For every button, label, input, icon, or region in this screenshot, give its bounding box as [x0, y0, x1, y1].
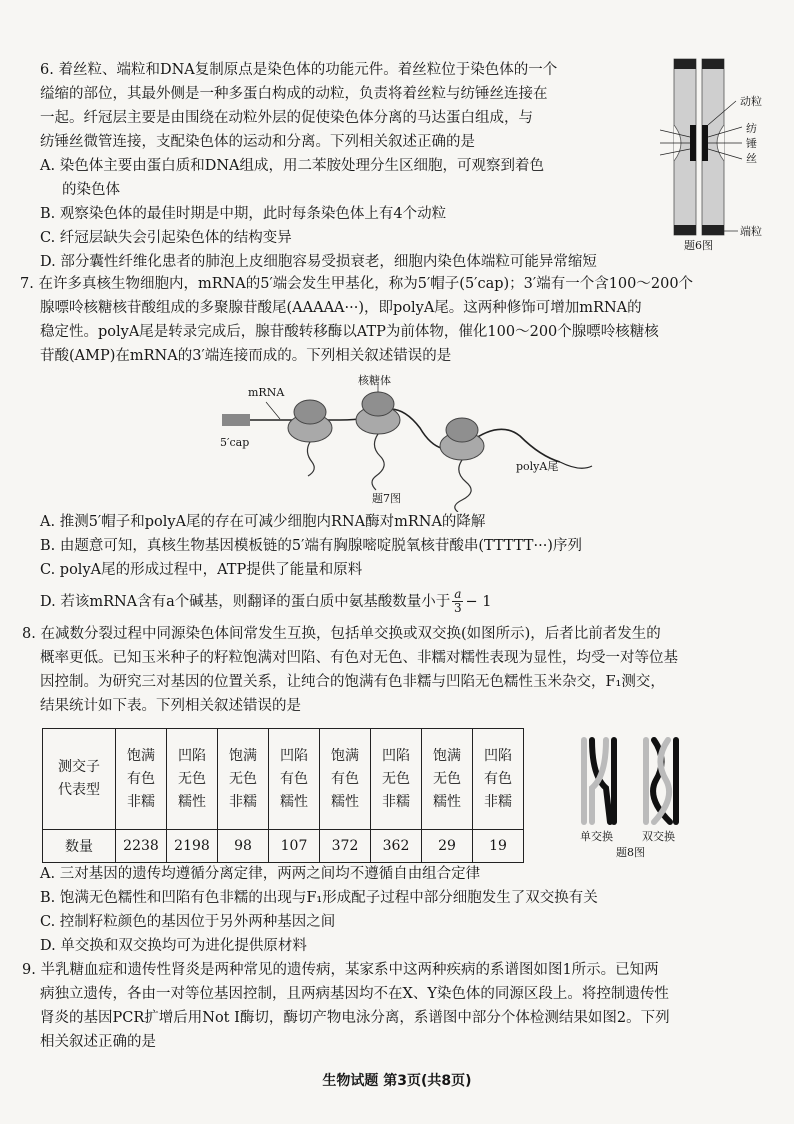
label-spindle: 纺锤丝	[746, 122, 757, 165]
label-5cap: 5′cap	[220, 436, 250, 449]
q7-stem-line: 苷酸(AMP)在mRNA的3′端连接而成的。下列相关叙述错误的是	[40, 348, 452, 364]
q7-option-d-suffix: − 1	[465, 593, 492, 610]
question-6	[40, 58, 640, 274]
phenotype-cell: 凹陷 有色 非糯	[473, 729, 524, 830]
single-crossover	[584, 740, 614, 822]
q7-option-a: A. 推测5′帽子和polyA尾的存在可减少细胞内RNA酶对mRNA的降解	[40, 514, 486, 530]
q8-stem-line: 结果统计如下表。下列相关叙述错误的是	[40, 698, 301, 714]
question-7	[20, 272, 760, 368]
fraction-denominator: 3	[454, 601, 462, 615]
count-cell: 2238	[116, 830, 167, 863]
q8-option-b: B. 饱满无色糯性和凹陷有色非糯的出现与F₁形成配子过程中部分细胞发生了双交换有关	[40, 890, 598, 906]
label-polya: polyA尾	[516, 460, 559, 473]
q9-stem-line: 肾炎的基因PCR扩增后用Not I酶切，酶切产物电泳分离，系谱图中部分个体检测结果如图2。下列	[40, 1010, 670, 1026]
count-cell: 98	[218, 830, 269, 863]
page-footer: 生物试题 第3页(共8页)	[322, 1073, 472, 1089]
phenotype-cell: 饱满 无色 糯性	[422, 729, 473, 830]
figure-6	[660, 55, 780, 255]
count-cell: 372	[320, 830, 371, 863]
q7-stem-line: 7. 在许多真核生物细胞内，mRNA的5′端会发生甲基化，称为5′帽子(5′cap)；3′端有一个含100～200个	[20, 276, 694, 292]
phenotype-cell: 凹陷 无色 糯性	[167, 729, 218, 830]
figure-6-caption: 题6图	[684, 239, 713, 252]
q6-option-b: B. 观察染色体的最佳时期是中期，此时每条染色体上有4个动粒	[40, 206, 447, 222]
q9-stem-line: 9. 半乳糖血症和遗传性肾炎是两种常见的遗传病，某家系中这两种疾病的系谱图如图1所示。已知两	[22, 962, 659, 978]
phenotype-cell: 饱满 有色 非糯	[116, 729, 167, 830]
q6-option-a: A. 染色体主要由蛋白质和DNA组成，用二苯胺处理分生区细胞，可观察到着色	[40, 158, 544, 174]
testcross-results-table	[42, 728, 524, 863]
q9-stem-line: 病独立遗传，各由一对等位基因控制，且两病基因均不在X、Y染色体的同源区段上。将控制遗传性	[40, 986, 669, 1002]
q6-stem-line: 缢缩的部位，其最外侧是一种多蛋白构成的动粒，负责将着丝粒与纺锤丝连接在	[40, 86, 548, 102]
q8-stem-line: 因控制。为研究三对基因的位置关系，让纯合的饱满有色非糯与凹陷无色糯性玉米杂交，F₁测交，	[40, 674, 665, 690]
count-cell: 29	[422, 830, 473, 863]
phenotype-cell: 凹陷 有色 糯性	[269, 729, 320, 830]
q7-stem-line: 稳定性。polyA尾是转录完成后，腺苷酸转移酶以ATP为前体物，催化100～200个腺嘌呤核糖核	[40, 324, 659, 340]
double-crossover	[646, 740, 676, 822]
phenotype-cell: 饱满 有色 糯性	[320, 729, 371, 830]
q6-stem-line: 6. 着丝粒、端粒和DNA复制原点是染色体的功能元件。着丝粒位于染色体的一个	[40, 62, 558, 78]
count-cell: 107	[269, 830, 320, 863]
q8-stem-line: 8. 在减数分裂过程中同源染色体间常发生互换，包括单交换或双交换(如图所示)，后者比前者发生的	[22, 626, 661, 642]
label-double-crossover: 双交换	[642, 830, 675, 843]
q7-option-b: B. 由题意可知，真核生物基因模板链的5′端有胸腺嘧啶脱氧核苷酸串(TTTTT···)序列	[40, 538, 582, 554]
q6-stem-line: 一起。纤冠层主要是由围绕在动粒外层的促使染色体分离的马达蛋白组成，与	[40, 110, 533, 126]
label-single-crossover: 单交换	[580, 830, 613, 843]
q7-option-d	[40, 588, 760, 615]
count-cell: 19	[473, 830, 524, 863]
phenotype-cell: 饱满 无色 非糯	[218, 729, 269, 830]
q6-option-d: D. 部分囊性纤维化患者的肺泡上皮细胞容易受损衰老，细胞内染色体端粒可能异常缩短	[40, 254, 597, 270]
q8-option-a: A. 三对基因的遗传均遵循分离定律，两两之间均不遵循自由组合定律	[40, 866, 481, 882]
q7-option-c: C. polyA尾的形成过程中，ATP提供了能量和原料	[40, 562, 363, 578]
table-header-phenotype: 测交子 代表型	[43, 729, 116, 830]
table-row-count	[43, 830, 524, 863]
q8-option-c: C. 控制籽粒颜色的基因位于另外两种基因之间	[40, 914, 336, 930]
q8-stem-line: 概率更低。已知玉米种子的籽粒饱满对凹陷、有色对无色、非糯对糯性表现为显性，均受一对等位基	[40, 650, 678, 666]
crossover-diagram	[576, 736, 706, 826]
label-telomere: 端粒	[740, 225, 762, 238]
count-cell: 2198	[167, 830, 218, 863]
label-mrna: mRNA	[248, 386, 285, 399]
q6-option-a-cont: 的染色体	[62, 182, 120, 198]
question-8-options	[40, 862, 760, 958]
fraction-numerator: a	[454, 587, 462, 601]
count-cell: 362	[371, 830, 422, 863]
q7-option-d-text: D. 若该mRNA含有a个碱基，则翻译的蛋白质中氨基酸数量小于	[40, 593, 451, 610]
question-8	[22, 622, 762, 718]
label-kinetochore: 动粒	[740, 95, 762, 108]
q7-stem-line: 腺嘌呤核糖核苷酸组成的多聚腺苷酸尾(AAAAA···)，即polyA尾。这两种修饰可增加mRNA的	[40, 300, 642, 316]
question-7-options	[40, 510, 760, 615]
figure-7-caption: 题7图	[372, 492, 401, 505]
label-ribosome: 核糖体	[358, 374, 391, 387]
q9-stem-line: 相关叙述正确的是	[40, 1034, 156, 1050]
q7-option-d-fraction	[452, 588, 463, 615]
q8-option-d: D. 单交换和双交换均可为进化提供原材料	[40, 938, 307, 954]
q6-stem-line: 纺锤丝微管连接，支配染色体的运动和分离。下列相关叙述正确的是	[40, 134, 475, 150]
question-9	[22, 958, 762, 1054]
table-row-phenotype	[43, 729, 524, 830]
chromosome-diagram	[660, 55, 780, 255]
phenotype-cell: 凹陷 无色 非糯	[371, 729, 422, 830]
table-header-count: 数量	[43, 830, 116, 863]
q6-option-c: C. 纤冠层缺失会引起染色体的结构变异	[40, 230, 292, 246]
figure-8-caption: 题8图	[616, 846, 645, 859]
figure-8	[576, 736, 706, 859]
